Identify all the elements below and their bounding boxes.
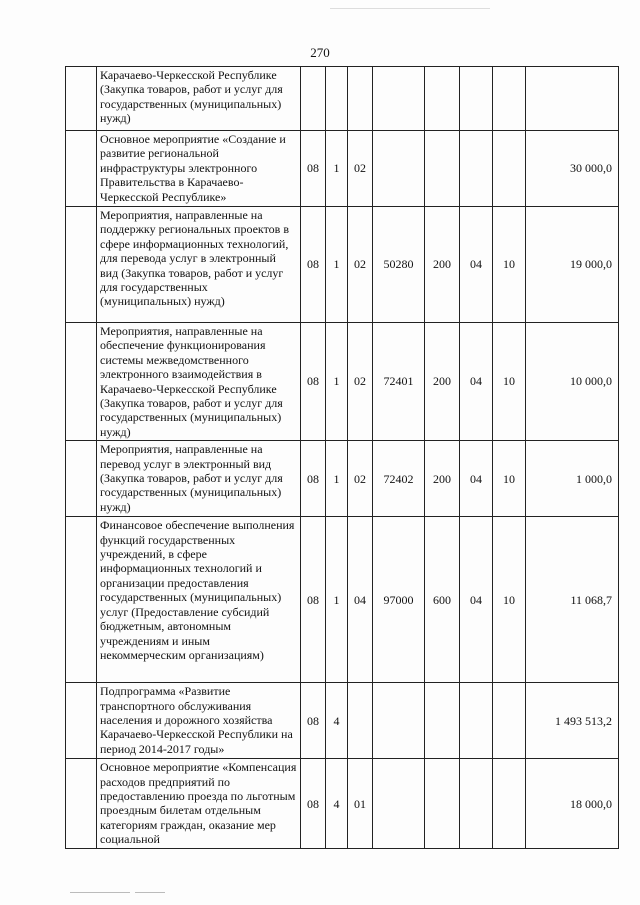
code-cell: 02: [348, 441, 373, 517]
amount-cell: 11 068,7: [526, 517, 619, 683]
scan-artifact: [135, 892, 165, 893]
code-cell: 04: [460, 207, 493, 323]
row-number-cell: [66, 131, 97, 207]
description-cell: Карачаево-Черкесской Республике (Закупка товаров, работ и услуг для государственных (муниципальных) нужд): [97, 67, 301, 131]
scan-artifact: [70, 892, 130, 893]
code-cell: 08: [301, 131, 326, 207]
code-cell: 08: [301, 683, 326, 759]
table-row: [66, 207, 619, 323]
code-cell: 1: [326, 517, 348, 683]
code-cell: 08: [301, 517, 326, 683]
code-cell: 04: [348, 517, 373, 683]
row-number-cell: [66, 207, 97, 323]
code-cell: [373, 683, 425, 759]
code-cell: [348, 683, 373, 759]
amount-cell: 1 000,0: [526, 441, 619, 517]
code-cell: 08: [301, 441, 326, 517]
table-row: [66, 323, 619, 441]
code-cell: [460, 683, 493, 759]
code-cell: 72401: [373, 323, 425, 441]
code-cell: 02: [348, 131, 373, 207]
table-row: [66, 683, 619, 759]
code-cell: [493, 131, 526, 207]
code-cell: [425, 67, 460, 131]
code-cell: 1: [326, 131, 348, 207]
table-row: [66, 759, 619, 849]
amount-cell: 30 000,0: [526, 131, 619, 207]
description-cell: Мероприятия, направленные на перевод услуг в электронный вид (Закупка товаров, работ и услуг для государственных (муниципальных) нужд): [97, 441, 301, 517]
description-cell: Мероприятия, направленные на поддержку региональных проектов в сфере информационных технологий, для перевода услуг в электронный вид (Закупка товаров, работ и услуг для государственных (муниципальных) нужд): [97, 207, 301, 323]
code-cell: [425, 759, 460, 849]
code-cell: 02: [348, 323, 373, 441]
code-cell: [373, 759, 425, 849]
row-number-cell: [66, 441, 97, 517]
code-cell: [493, 759, 526, 849]
description-cell: Подпрограмма «Развитие транспортного обслуживания населения и дорожного хозяйства Карачаево-Черкесской Республики на период 2014-2017 годы»: [97, 683, 301, 759]
amount-cell: [526, 67, 619, 131]
code-cell: [326, 67, 348, 131]
code-cell: [301, 67, 326, 131]
amount-cell: 18 000,0: [526, 759, 619, 849]
scan-artifact: [330, 8, 490, 9]
code-cell: 08: [301, 759, 326, 849]
code-cell: 10: [493, 323, 526, 441]
code-cell: [425, 683, 460, 759]
table-row: [66, 131, 619, 207]
code-cell: [460, 759, 493, 849]
row-number-cell: [66, 759, 97, 849]
row-number-cell: [66, 683, 97, 759]
description-cell: Основное мероприятие «Создание и развитие региональной инфраструктуры электронного Правительства в Карачаево-Черкесской Республике»: [97, 131, 301, 207]
code-cell: 97000: [373, 517, 425, 683]
code-cell: 4: [326, 759, 348, 849]
code-cell: 50280: [373, 207, 425, 323]
budget-table: [65, 66, 619, 849]
code-cell: 200: [425, 207, 460, 323]
code-cell: 04: [460, 323, 493, 441]
code-cell: 4: [326, 683, 348, 759]
code-cell: 1: [326, 323, 348, 441]
code-cell: 08: [301, 207, 326, 323]
table-row: [66, 67, 619, 131]
code-cell: 01: [348, 759, 373, 849]
code-cell: [373, 131, 425, 207]
amount-cell: 10 000,0: [526, 323, 619, 441]
code-cell: [493, 67, 526, 131]
row-number-cell: [66, 323, 97, 441]
code-cell: 72402: [373, 441, 425, 517]
code-cell: 10: [493, 517, 526, 683]
code-cell: [460, 67, 493, 131]
code-cell: 10: [493, 207, 526, 323]
code-cell: 10: [493, 441, 526, 517]
code-cell: 02: [348, 207, 373, 323]
code-cell: [425, 131, 460, 207]
row-number-cell: [66, 67, 97, 131]
description-cell: Основное мероприятие «Компенсация расходов предприятий по предоставлению проезда по льготным проездным билетам отдельным категориям граждан, оказание мер социальной: [97, 759, 301, 849]
code-cell: 1: [326, 207, 348, 323]
code-cell: [460, 131, 493, 207]
code-cell: 08: [301, 323, 326, 441]
amount-cell: 19 000,0: [526, 207, 619, 323]
code-cell: [373, 67, 425, 131]
description-cell: Мероприятия, направленные на обеспечение функционирования системы межведомственного электронного взаимодействия в Карачаево-Черкесской Республике (Закупка товаров, работ и услуг для государственных (муниципальных) нужд): [97, 323, 301, 441]
table-row: [66, 517, 619, 683]
page-number: 270: [310, 45, 330, 60]
code-cell: 600: [425, 517, 460, 683]
code-cell: 1: [326, 441, 348, 517]
row-number-cell: [66, 517, 97, 683]
code-cell: [348, 67, 373, 131]
description-cell: Финансовое обеспечение выполнения функций государственных учреждений, в сфере информационных технологий и организации предоставления государственных (муниципальных) услуг (Предоставление субсидий бюджетным, автономным учреждениям и иным некоммерческим организациям): [97, 517, 301, 683]
code-cell: 04: [460, 517, 493, 683]
code-cell: 200: [425, 441, 460, 517]
code-cell: [493, 683, 526, 759]
code-cell: 200: [425, 323, 460, 441]
amount-cell: 1 493 513,2: [526, 683, 619, 759]
table-row: [66, 441, 619, 517]
code-cell: 04: [460, 441, 493, 517]
